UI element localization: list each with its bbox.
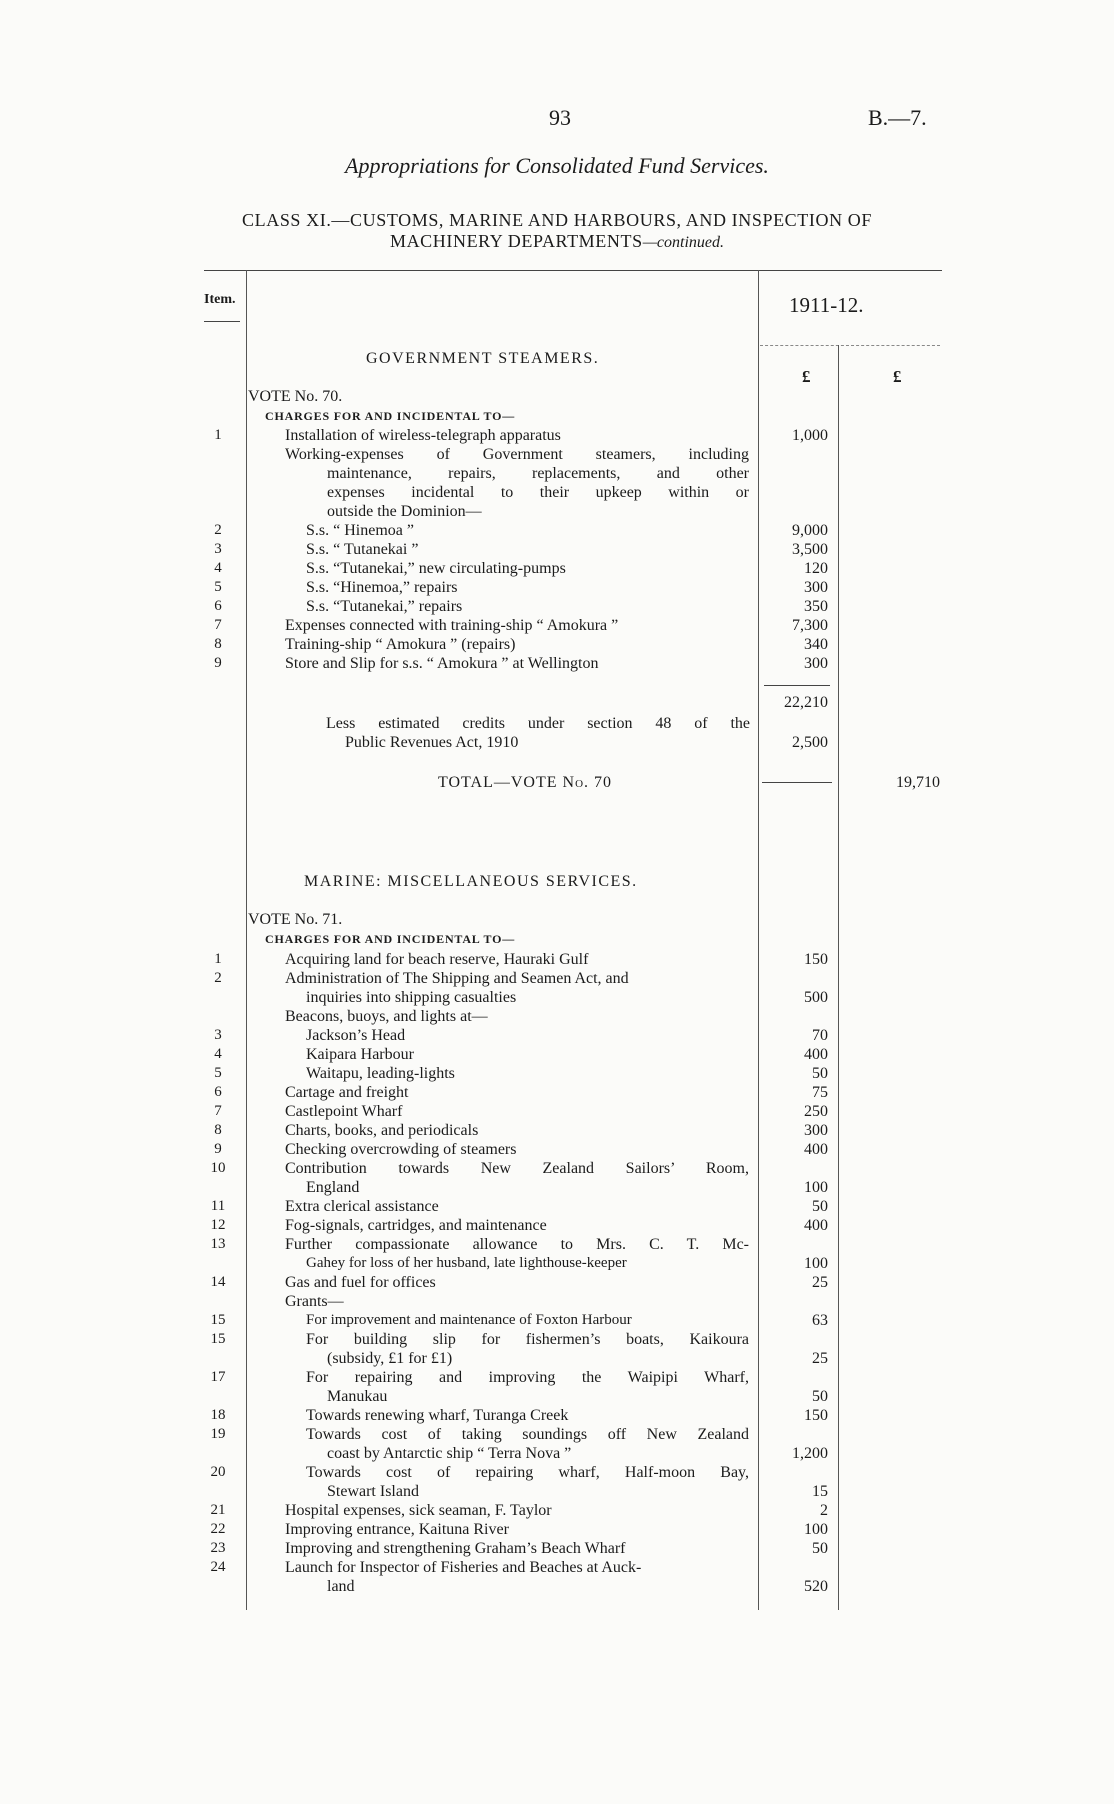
row-amount: 100: [804, 1179, 828, 1196]
row-amount: 300: [804, 579, 828, 596]
item-number: 21: [210, 1502, 226, 1518]
row-description: Expenses connected with training-ship “ Amokura ”: [285, 617, 619, 634]
row-description: outside the Dominion—: [327, 503, 482, 520]
table-row: [0, 1406, 1114, 1425]
table-row: [0, 1387, 1114, 1406]
less-credits-text: Less estimated credits under section 48 of the: [326, 715, 750, 732]
row-amount: 500: [804, 989, 828, 1006]
row-description: Towards cost of taking soundings off New Zealand: [306, 1426, 749, 1443]
item-header-rule: [204, 321, 240, 322]
row-description: expenses incidental to their upkeep within or: [327, 484, 749, 501]
vote-label: VOTE No. 71.: [248, 911, 343, 928]
row-amount: 250: [804, 1103, 828, 1120]
row-description: England: [306, 1179, 360, 1196]
table-row: [0, 1425, 1114, 1444]
item-number: 12: [210, 1217, 226, 1233]
charges-label: CHARGES FOR AND INCIDENTAL TO—: [265, 409, 516, 423]
row-amount: 120: [804, 560, 828, 577]
table-row: [0, 1216, 1114, 1235]
section-heading: GOVERNMENT STEAMERS.: [366, 350, 600, 367]
less-credits-row: [0, 733, 1114, 752]
row-description: inquiries into shipping casualties: [306, 989, 517, 1006]
row-amount: 50: [812, 1198, 828, 1215]
row-amount: 400: [804, 1046, 828, 1063]
item-number: 1: [214, 427, 222, 443]
item-number: 10: [210, 1160, 226, 1176]
row-description: Hospital expenses, sick seaman, F. Taylor: [285, 1502, 552, 1519]
row-description: Gas and fuel for offices: [285, 1274, 436, 1291]
row-description: Further compassionate allowance to Mrs. C. T. Mc-: [285, 1236, 749, 1253]
row-description: Administration of The Shipping and Seamen Act, and: [285, 970, 629, 987]
year-column-header: 1911-12.: [789, 293, 864, 317]
subtotal-amount: 22,210: [784, 694, 828, 711]
row-description: Castlepoint Wharf: [285, 1103, 403, 1120]
row-amount: 70: [812, 1027, 828, 1044]
row-description: Store and Slip for s.s. “ Amokura ” at Wellington: [285, 655, 599, 672]
row-description: Improving and strengthening Graham’s Beach Wharf: [285, 1540, 626, 1557]
table-row: [0, 426, 1114, 445]
row-description: S.s. “Hinemoa,” repairs: [306, 579, 458, 596]
table-row: [0, 1330, 1114, 1349]
item-number: 13: [210, 1236, 226, 1252]
row-amount: 340: [804, 636, 828, 653]
item-number: 20: [210, 1464, 226, 1480]
table-row: [0, 1140, 1114, 1159]
table-row: [0, 1197, 1114, 1216]
vote-label: VOTE No. 70.: [248, 388, 343, 405]
table-row: [0, 1064, 1114, 1083]
table-row: [0, 502, 1114, 521]
table-row: [0, 1178, 1114, 1197]
total-rule: [762, 782, 832, 783]
row-description: Towards cost of repairing wharf, Half-moon Bay,: [306, 1464, 749, 1481]
row-description: Towards renewing wharf, Turanga Creek: [306, 1407, 569, 1424]
table-row: [0, 1444, 1114, 1463]
less-credits-amount: 2,500: [792, 734, 828, 751]
table-row: [0, 1520, 1114, 1539]
table-row: [0, 464, 1114, 483]
table-row: [0, 1501, 1114, 1520]
item-number: 9: [214, 1141, 222, 1157]
item-number: 23: [210, 1540, 226, 1556]
table-row: [0, 1349, 1114, 1368]
section-heading: MARINE: MISCELLANEOUS SERVICES.: [304, 873, 638, 890]
row-amount: 50: [812, 1388, 828, 1405]
row-description: maintenance, repairs, replacements, and other: [327, 465, 749, 482]
table-row: [0, 559, 1114, 578]
total-row: [0, 773, 1114, 792]
row-amount: 100: [804, 1255, 828, 1272]
table-row: [0, 950, 1114, 969]
row-description: S.s. “ Tutanekai ”: [306, 541, 419, 558]
row-description: Extra clerical assistance: [285, 1198, 439, 1215]
row-amount: 150: [804, 951, 828, 968]
row-amount: 9,000: [792, 522, 828, 539]
row-amount: 520: [804, 1578, 828, 1595]
table-row: [0, 597, 1114, 616]
item-number: 7: [214, 1103, 222, 1119]
row-description: Cartage and freight: [285, 1084, 409, 1101]
row-description: Beacons, buoys, and lights at—: [285, 1008, 488, 1025]
year-header-rule: [760, 345, 940, 346]
charges-label: CHARGES FOR AND INCIDENTAL TO—: [265, 932, 516, 946]
class-heading-line-2: [0, 231, 1114, 252]
subtotal-row: [0, 693, 1114, 712]
item-number: 6: [214, 1084, 222, 1100]
row-description: Working-expenses of Government steamers, including: [285, 446, 749, 463]
row-amount: 50: [812, 1540, 828, 1557]
table-row: [0, 616, 1114, 635]
table-row: [0, 521, 1114, 540]
row-amount: 300: [804, 1122, 828, 1139]
row-amount: 400: [804, 1217, 828, 1234]
item-number: 3: [214, 541, 222, 557]
item-number: 11: [210, 1198, 226, 1214]
row-description: For improvement and maintenance of Foxton Harbour: [306, 1312, 632, 1328]
row-description: Waitapu, leading-lights: [306, 1065, 455, 1082]
table-row: [0, 1558, 1114, 1577]
row-amount: 7,300: [792, 617, 828, 634]
total-label: TOTAL—VOTE No. 70: [438, 774, 613, 791]
table-row: [0, 969, 1114, 988]
item-number: 24: [210, 1559, 226, 1575]
row-description: Checking overcrowding of steamers: [285, 1141, 517, 1158]
row-amount: 25: [812, 1350, 828, 1367]
table-row: [0, 1577, 1114, 1596]
table-row: [0, 988, 1114, 1007]
table-row: [0, 1121, 1114, 1140]
item-number: 4: [214, 560, 222, 576]
table-row: [0, 1273, 1114, 1292]
row-description: Gahey for loss of her husband, late lighthouse-keeper: [306, 1255, 627, 1271]
row-description: Launch for Inspector of Fisheries and Beaches at Auck-: [285, 1559, 642, 1576]
table-row: [0, 445, 1114, 464]
row-description: land: [327, 1578, 355, 1595]
row-amount: 300: [804, 655, 828, 672]
item-number: 15: [210, 1312, 226, 1328]
table-row: [0, 1368, 1114, 1387]
row-description: Improving entrance, Kaituna River: [285, 1521, 509, 1538]
item-number: 8: [214, 636, 222, 652]
row-description: (subsidy, £1 for £1): [327, 1350, 453, 1367]
row-amount: 63: [812, 1312, 828, 1329]
page-title: Appropriations for Consolidated Fund Services.: [345, 153, 769, 178]
pound-unit-col2: £: [893, 367, 902, 386]
table-row: [0, 1102, 1114, 1121]
row-amount: 1,200: [792, 1445, 828, 1462]
pound-unit-col1: £: [802, 367, 811, 386]
item-number: 6: [214, 598, 222, 614]
row-amount: 75: [812, 1084, 828, 1101]
row-description: Stewart Island: [327, 1483, 419, 1500]
row-description: Fog-signals, cartridges, and maintenance: [285, 1217, 547, 1234]
row-amount: 100: [804, 1521, 828, 1538]
item-number: 4: [214, 1046, 222, 1062]
item-number: 7: [214, 617, 222, 633]
item-number: 14: [210, 1274, 226, 1290]
row-description: For repairing and improving the Waipipi Wharf,: [306, 1369, 749, 1386]
table-top-rule: [204, 270, 942, 271]
table-row: [0, 1007, 1114, 1026]
page-number: 93: [549, 105, 571, 130]
class-heading-continued: —continued.: [642, 234, 725, 251]
row-amount: 150: [804, 1407, 828, 1424]
row-amount: 25: [812, 1274, 828, 1291]
item-number: 5: [214, 1065, 222, 1081]
table-row: [0, 1539, 1114, 1558]
item-number: 18: [210, 1407, 226, 1423]
item-number: 1: [214, 951, 222, 967]
row-description: S.s. “Tutanekai,” new circulating-pumps: [306, 560, 566, 577]
item-number: 2: [214, 970, 222, 986]
table-row: [0, 654, 1114, 673]
row-description: Kaipara Harbour: [306, 1046, 414, 1063]
item-number: 17: [210, 1369, 226, 1385]
class-heading-text: MACHINERY DEPARTMENTS: [389, 231, 643, 251]
row-amount: 400: [804, 1141, 828, 1158]
table-row: [0, 540, 1114, 559]
row-amount: 50: [812, 1065, 828, 1082]
less-credits-row: [0, 714, 1114, 733]
class-heading-line-1: CLASS XI.—CUSTOMS, MARINE AND HARBOURS, AND INSPECTION OF: [242, 210, 872, 230]
item-number: 19: [210, 1426, 226, 1442]
row-description: S.s. “Tutanekai,” repairs: [306, 598, 463, 615]
table-row: [0, 578, 1114, 597]
table-row: [0, 1292, 1114, 1311]
total-amount: 19,710: [896, 774, 940, 791]
row-description: Jackson’s Head: [306, 1027, 406, 1044]
row-description: For building slip for fishermen’s boats, Kaikoura: [306, 1331, 749, 1348]
row-amount: 15: [812, 1483, 828, 1500]
row-description: Charts, books, and periodicals: [285, 1122, 479, 1139]
item-number: 9: [214, 655, 222, 671]
table-row: [0, 1045, 1114, 1064]
table-row: [0, 635, 1114, 654]
less-credits-text: Public Revenues Act, 1910: [345, 734, 519, 751]
subtotal-rule: [764, 685, 830, 686]
row-description: Training-ship “ Amokura ” (repairs): [285, 636, 516, 653]
row-description: S.s. “ Hinemoa ”: [306, 522, 414, 539]
row-description: Manukau: [327, 1388, 388, 1405]
row-description: Contribution towards New Zealand Sailors’ Room,: [285, 1160, 749, 1177]
row-amount: 1,000: [792, 427, 828, 444]
table-row: [0, 1463, 1114, 1482]
item-number: 22: [210, 1521, 226, 1537]
row-amount: 2: [820, 1502, 828, 1519]
item-column-header: Item.: [204, 292, 236, 307]
item-number: 8: [214, 1122, 222, 1138]
item-number: 2: [214, 522, 222, 538]
row-amount: 3,500: [792, 541, 828, 558]
table-row: [0, 1235, 1114, 1254]
table-row: [0, 1311, 1114, 1330]
item-number: 15: [210, 1331, 226, 1347]
table-row: [0, 1083, 1114, 1102]
row-description: coast by Antarctic ship “ Terra Nova ”: [327, 1445, 572, 1462]
document-reference: B.—7.: [868, 105, 927, 130]
item-number: 5: [214, 579, 222, 595]
row-description: Installation of wireless-telegraph apparatus: [285, 427, 561, 444]
table-row: [0, 1482, 1114, 1501]
table-row: [0, 483, 1114, 502]
table-row: [0, 1254, 1114, 1273]
row-description: Acquiring land for beach reserve, Hauraki Gulf: [285, 951, 589, 968]
item-number: 3: [214, 1027, 222, 1043]
table-row: [0, 1159, 1114, 1178]
row-amount: 350: [804, 598, 828, 615]
table-row: [0, 1026, 1114, 1045]
row-description: Grants—: [285, 1293, 344, 1310]
